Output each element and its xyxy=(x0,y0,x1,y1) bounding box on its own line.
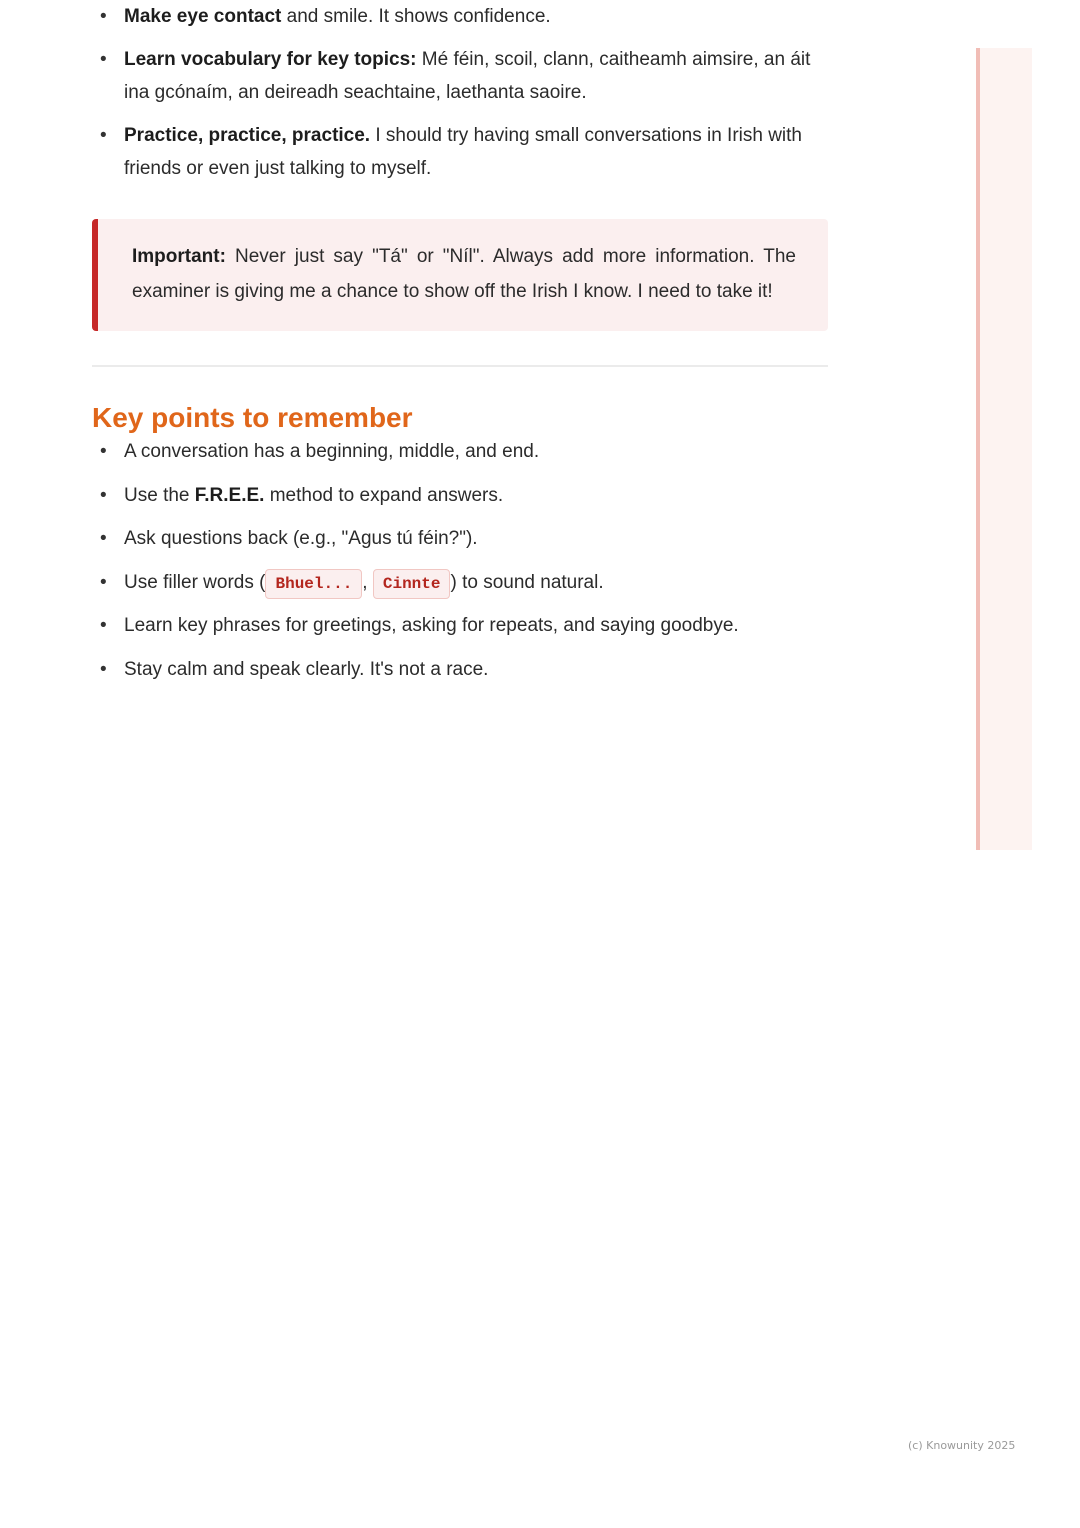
bullet-icon: • xyxy=(100,658,107,680)
list-item-text: Learn key phrases for greetings, asking for repeats, and saying goodbye. xyxy=(124,615,739,636)
list-item-text: A conversation has a beginning, middle, and end. xyxy=(124,441,540,462)
list-item-text: Use the xyxy=(124,484,195,506)
list-item-text: Use filler words ( xyxy=(124,571,266,593)
side-margin-panel xyxy=(976,48,1032,850)
section-divider xyxy=(92,365,828,367)
list-item xyxy=(92,479,828,512)
key-points-list xyxy=(92,435,828,686)
list-item-bold: F.R.E.E. xyxy=(194,484,265,506)
list-item xyxy=(92,566,828,599)
bullet-icon: • xyxy=(100,528,107,549)
list-item-text: I should try having small conversations in Irish with friends or even just talking to myself. xyxy=(124,125,803,179)
list-item xyxy=(92,653,828,686)
callout-label: Important: xyxy=(132,246,226,267)
list-item xyxy=(92,522,828,555)
copyright-footer: (c) Knowunity 2025 xyxy=(908,1439,1016,1452)
bullet-icon: • xyxy=(100,49,107,70)
section-heading: Key points to remember xyxy=(92,402,413,433)
bullet-icon: • xyxy=(100,615,107,636)
list-item-text: and smile. It shows confidence. xyxy=(281,6,551,27)
list-item-bold: Learn vocabulary for key topics: xyxy=(124,49,417,70)
list-item-text: , xyxy=(362,571,373,593)
bullet-icon: • xyxy=(100,6,107,27)
code-chip: Cinnte xyxy=(373,569,451,599)
list-item xyxy=(92,609,828,642)
list-item-text: Ask questions back (e.g., "Agus tú féin?"). xyxy=(124,528,478,549)
list-item-text: method to expand answers. xyxy=(264,484,504,506)
list-item-bold: Practice, practice, practice. xyxy=(124,125,371,146)
tips-list xyxy=(92,0,828,185)
list-item xyxy=(92,435,828,468)
bullet-icon: • xyxy=(100,125,107,146)
code-chip: Bhuel... xyxy=(265,569,362,599)
bullet-icon: • xyxy=(100,571,107,593)
document-content xyxy=(92,0,828,696)
list-item-bold: Make eye contact xyxy=(124,6,282,27)
callout-text: Never just say "Tá" or "Níl". Always add more information. The examiner is giving me a chance to show off the Irish I know. I need to take it! xyxy=(132,246,796,302)
list-item-text: Mé féin, scoil, clann, caitheamh aimsire, an áit ina gcónaím, an deireadh seachtaine, laethanta saoire. xyxy=(124,49,811,103)
list-item xyxy=(92,119,828,185)
list-item xyxy=(92,43,828,109)
bullet-icon: • xyxy=(100,441,107,462)
list-item-text: ) to sound natural. xyxy=(450,571,604,593)
list-item xyxy=(92,0,828,33)
list-item-text: Stay calm and speak clearly. It's not a race. xyxy=(124,658,489,680)
bullet-icon: • xyxy=(100,484,107,506)
important-callout xyxy=(92,219,828,331)
